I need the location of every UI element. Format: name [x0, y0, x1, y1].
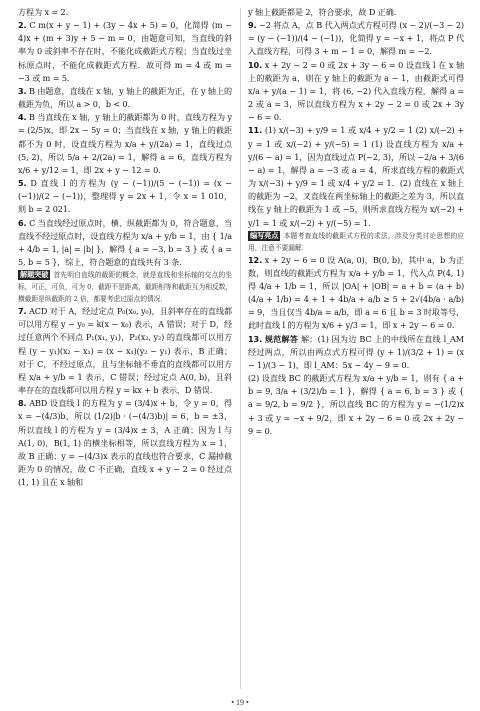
- tip-note: [248, 230, 464, 254]
- answer-paragraph: [18, 85, 232, 111]
- tip-tag: 编写亮点: [250, 230, 279, 240]
- answer-text: B 当直线在 x 轴，y 轴上的截距都为 0 时，直线方程为 y = (2/5)x，即 2x − 5y = 0；当直线在 x 轴，y 轴上的截距都不为 0 时，设直线方程为 x/a + y/(2a) = 1，直线过点 (5, 2)，所以 5/a + 2/(2a) = 1，解得 a = 6，直线方程为 x/6 + y/12 = 1，即 2x + y − 12 = 0.: [18, 112, 232, 175]
- answer-paragraph: [248, 124, 464, 229]
- answer-text: ABD 设直线 l 的方程为 y = (3/4)x + b，令 y = 0，得 x = −(4/3)b，所以 (1/2)|b · (−(4/3)b)| = 6，b = ±3，所以直线 l 的方程为 y = (3/4)x ± 3，A 正确；因为 l 与 A(1, 0)，B(1, 1) 的横坐标相等，所以直线方程为 x = 1，故 B 正确；y = −(4/3)x 表示的直线也符合要求，C 漏掉截距为 0 的情况，故 C 不正确，直线 x + y − 2 = 0 经过点 (1, 1) 且在 x 轴和: [18, 398, 232, 488]
- answer-text: 本题考查直线的截距式方程的求法，涉及分类讨论思想的应用，注意不要漏解．: [248, 231, 464, 252]
- question-number: 12.: [248, 254, 263, 265]
- answer-paragraph: [18, 177, 232, 216]
- answer-text: C m(x + y − 1) + (3y − 4x + 5) = 0，化简得 (m − 4)x + (m + 3)y + 5 − m = 0，由题意可知，当直线的斜率为 0 或斜率不存在时，不能化成截距式方程；当直线过坐标原点时，不能化成截距式方程．故可得 m = 4 或 m = −3 或 m = 5.: [18, 20, 232, 83]
- answer-paragraph: [248, 333, 464, 372]
- answer-paragraph: [248, 6, 464, 19]
- answer-text: (1) x/(−3) + y/9 = 1 或 x/4 + y/2 = 1 (2) x/(−2) + y = 1 或 x/(−2) + y/(−5) = 1 (1) 设直线方程为 x/a + y/(6 − a) = 1，因为直线过点 P(−2, 3)，所以 −2/a + 3/(6 − a) = 1，解得 a = −3 或 a = 4，所求直线方程的截距式为 x/(−3) + y/9 = 1 或 x/4 + y/2 = 1．(2) 直线在 x 轴上的截距为 −2，又直线在两坐标轴上的截距之差为 3，所以直线在 y 轴上的截距为 1 或 −5，则所求直线方程为 x/(−2) + y/1 = 1 或 x/(−2) + y/(−5) = 1.: [248, 125, 464, 228]
- question-number: 2.: [18, 20, 27, 31]
- tip-note: [18, 269, 232, 305]
- section-title: 规范解答: [264, 333, 299, 344]
- answer-paragraph: [248, 372, 464, 438]
- question-number: 9.: [248, 20, 257, 31]
- answer-paragraph: [18, 6, 232, 19]
- question-number: 5.: [18, 178, 27, 189]
- question-number: 8.: [18, 398, 27, 409]
- answer-text: ACD 对于 A，经过定点 P₀(x₀, y₀)，且斜率存在的直线都可以用方程 y − y₀ = k(x − x₀) 表示，A 错误；对于 D，经过任意两个不同点 P₁(x₁, y₁)，P₂(x₂, y₂) 的直线都可以用方程 (y − y₁)(x₂ − x₁) = (x − x₁)(y₂ − y₁) 表示，B 正确；对于 C，不经过原点，且与坐标轴不垂直的直线都可以用方程 x/a + y/b = 1 表示，C 错误；经过定点 A(0, b)，且斜率存在的直线都可以用方程 y = kx + b 表示，D 错误.: [18, 306, 232, 396]
- answer-text: 解：(1) 因为边 BC 上的中线所在直线 l_AM 经过两点，所以由两点式方程可得 (y + 1)/(3/2 + 1) = (x − 1)/(3 − 1)，即 l_AM：5x − 4y − 9 = 0.: [248, 333, 464, 370]
- answer-text: 首先明白直线的截距的概念，就是直线和坐标轴的交点的坐标，可正，可负，可为 0，截距不是距离，截距相等和截距互为相反数，横截距是纵截距的 2 倍，都要考虑过原点的情况．: [18, 271, 232, 304]
- answer-paragraph: [18, 217, 232, 270]
- question-number: 6.: [18, 217, 27, 228]
- answer-paragraph: [18, 305, 232, 397]
- answer-paragraph: [248, 19, 464, 58]
- page-number: • 19 •: [231, 698, 249, 707]
- right-column: [248, 6, 464, 689]
- answer-paragraph: [248, 254, 464, 333]
- tip-tag: 解题突破: [20, 270, 49, 280]
- column-divider: [240, 8, 241, 689]
- answer-paragraph: [18, 111, 232, 177]
- answer-paragraph: [248, 59, 464, 125]
- question-number: 11.: [248, 125, 263, 136]
- answer-text: 方程为 x = 2.: [18, 7, 69, 17]
- left-column: [18, 6, 232, 689]
- question-number: 7.: [18, 306, 27, 317]
- answer-text: x + 2y − 6 = 0 设 A(a, 0)，B(0, b)，其中 a，b 为正数，则直线的截距式方程为 x/a + y/b = 1，代入点 P(4, 1) 得 4/a + 1/b = 1，所以 |OA| + |OB| = a + b = (a + b)(4/a + 1/b) = 4 + 1 + 4b/a + a/b ≥ 5 + 2√(4b/a · a/b) = 9，当且仅当 4b/a = a/b，即 a = 6 且 b = 3 时取等号，此时直线 l 的方程为 x/6 + y/3 = 1，即 x + 2y − 6 = 0.: [248, 254, 464, 331]
- answer-text: D 直线 l 的方程为 (y − (−1))/(5 − (−1)) = (x − (−1))/(2 − (−1))，整理得 y = 2x + 1，令 x = 1 010，则 b = 2 021.: [18, 178, 232, 215]
- answer-text: C 当直线经过原点时，横、纵截距都为 0，符合题意，当直线不经过原点时，设直线方程为 x/a + y/b = 1，由 { 1/a + 4/b = 1, |a| = |b| }，解得 { a = −3, b = 3 } 或 { a = 5, b = 5 }，综上，符合题意的直线共有 3 条.: [18, 217, 232, 267]
- question-number: 10.: [248, 59, 263, 70]
- answer-text: (2) 设直线 BC 的截距式方程为 x/a + y/b = 1，则有 { a + b = 9, 3/a + (3/2)/b = 1 }，解得 { a = 6, b = 3 } 或 { a = 9/2, b = 9/2 }，所以直线 BC 的方程为 y = −(1/2)x + 3 或 y = −x + 9/2，即 x + 2y − 6 = 0 或 2x + 2y − 9 = 0.: [248, 373, 464, 436]
- question-number: 13.: [248, 333, 263, 344]
- question-number: 4.: [18, 112, 27, 123]
- answer-paragraph: [18, 397, 232, 489]
- answer-text: B 由题意，直线在 x 轴，y 轴上的截距为正，在 y 轴上的截距为负，所以 a > 0，b < 0.: [18, 85, 232, 110]
- answer-text: x + 2y − 2 = 0 或 2x + 3y − 6 = 0 设直线 l 在 x 轴上的截距为 a，则在 y 轴上的截距为 a − 1，由截距式可得 x/a + y/(a − 1) = 1，将 (6, −2) 代入直线方程，解得 a = 2 或 a = 3，所以直线方程为 x + 2y − 2 = 0 或 2x + 3y − 6 = 0.: [248, 59, 464, 123]
- question-number: 3.: [18, 85, 27, 96]
- answer-text: y 轴上截距都是 2，符合要求，故 D 正确.: [248, 7, 397, 17]
- answer-paragraph: [18, 19, 232, 85]
- answer-text: −2 将点 A，点 B 代入两点式方程可得 (x − 2)/(−3 − 2) = (y − (−1))/(4 − (−1))，化简得 y = −x + 1，将点 P 代入直线方程，可得 3 + m − 1 = 0，解得 m = −2.: [248, 20, 464, 57]
